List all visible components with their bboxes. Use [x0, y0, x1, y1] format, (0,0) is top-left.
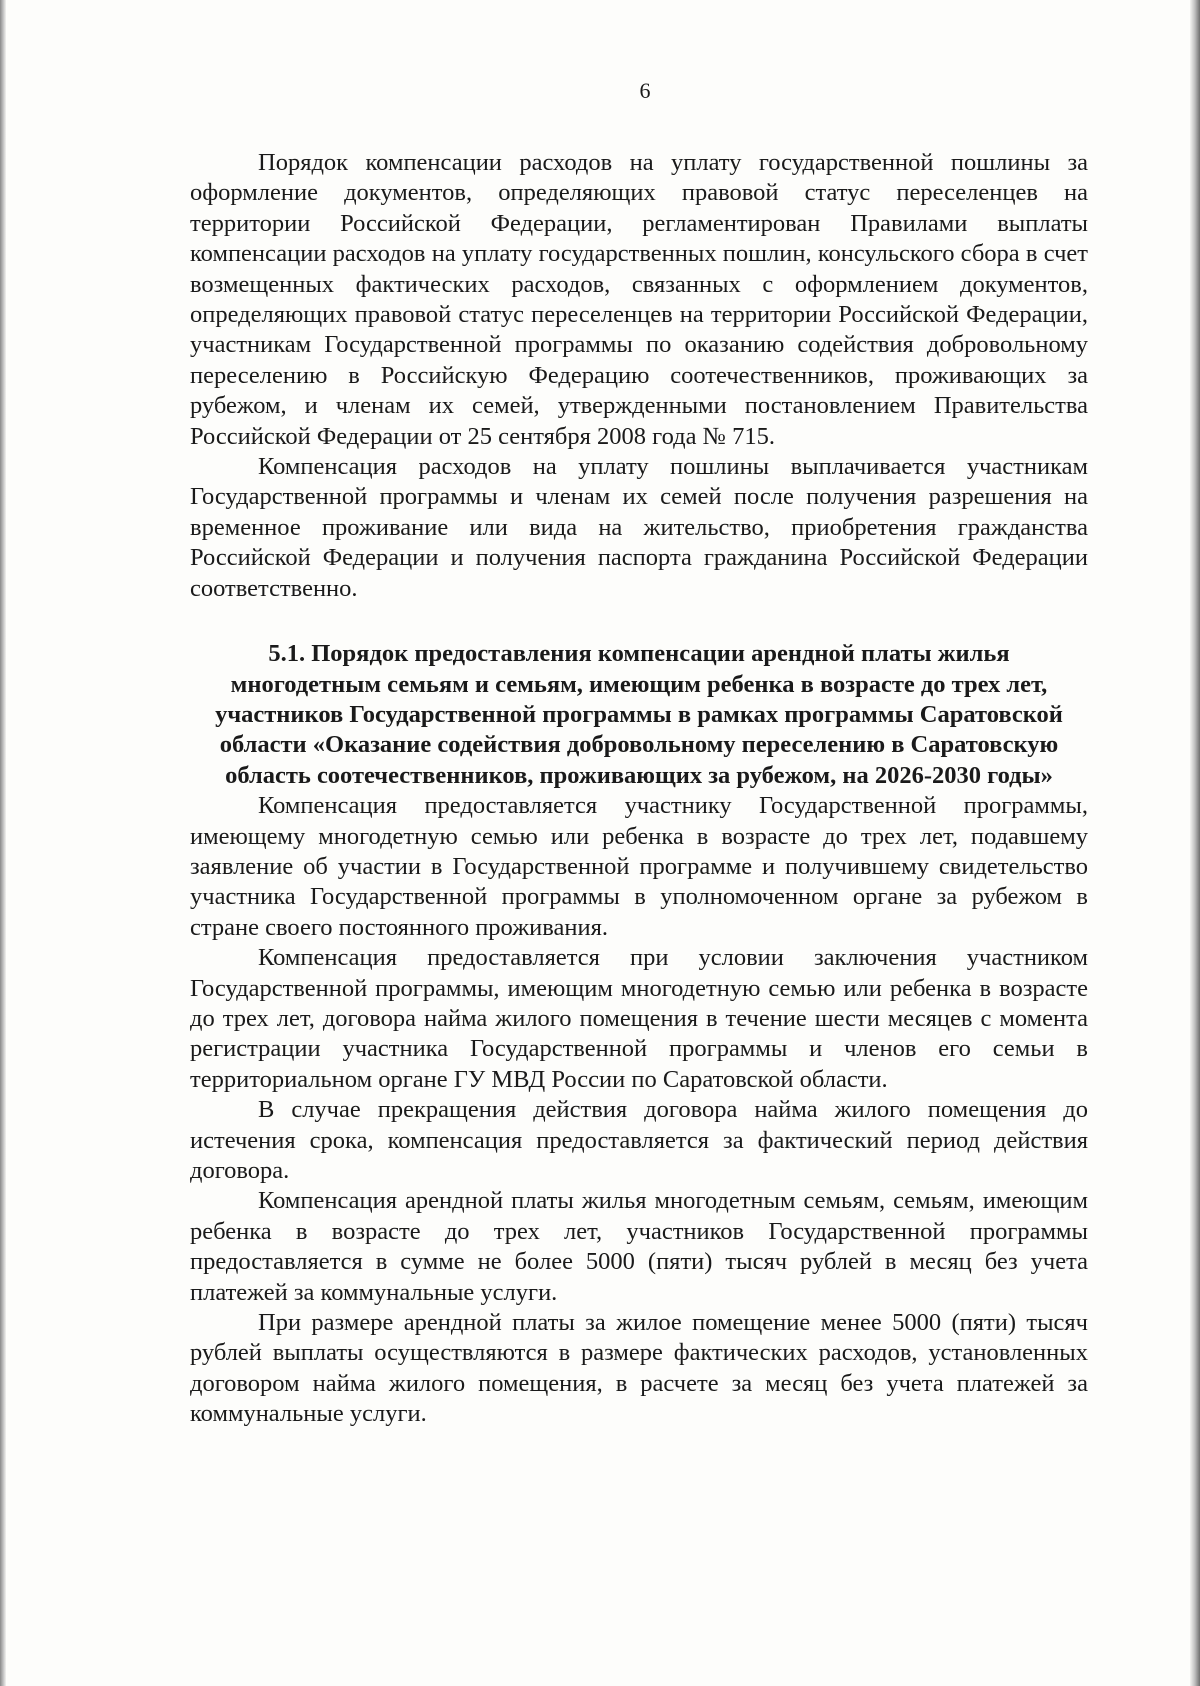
paragraph-rent-condition: Компенсация предоставляется при условии заключения участником Государственной программы, имеющим многодетную семью или ребенка в возрасте до трех лет, договора найма жилого помещения в течение шести месяцев с момента регистрации участника Государственной программы и членов его семьи в территориальном органе ГУ МВД России по Саратовской области.: [190, 944, 1088, 1093]
document-body: [190, 148, 1088, 1430]
paragraph-gov-fee-payment: Компенсация расходов на уплату пошлины выплачивается участникам Государственной программы и членам их семей после получения разрешения на временное проживание или вида на жительство, приобретения гражданства Российской Федерации и получения паспорта гражданина Российской Федерации соответственно.: [190, 453, 1088, 602]
paragraph-rent-termination: В случае прекращения действия договора найма жилого помещения до истечения срока, компенсация предоставляется за фактический период действия договора.: [190, 1096, 1088, 1184]
page-number: 6: [639, 78, 651, 103]
paragraph-gov-fee-procedure: Порядок компенсации расходов на уплату государственной пошлины за оформление документов, определяющих правовой статус переселенцев на территории Российской Федерации, регламентирован Правилами выплаты компенсации расходов на уплату государственных пошлин, консульского сбора в счет возмещенных фактических расходов, связанных с оформлением документов, определяющих правовой статус переселенцев на территории Российской Федерации, участникам Государственной программы по оказанию содействия добровольному переселению в Российскую Федерацию соотечественников, проживающих за рубежом, и членам их семей, утвержденными постановлением Правительства Российской Федерации от 25 сентября 2008 года № 715.: [190, 149, 1088, 450]
paragraph-rent-amount: Компенсация арендной платы жилья многодетным семьям, семьям, имеющим ребенка в возрасте до трех лет, участников Государственной программы предоставляется в сумме не более 5000 (пяти) тысяч рублей в месяц без учета платежей за коммунальные услуги.: [190, 1187, 1088, 1306]
paragraph-rent-eligibility: Компенсация предоставляется участнику Государственной программы, имеющему многодетную семью или ребенка в возрасте до трех лет, подавшему заявление об участии в Государственной программе и получившему свидетельство участника Государственной программы в уполномоченном органе за рубежом в стране своего постоянного проживания.: [190, 792, 1088, 941]
section-heading: 5.1. Порядок предоставления компенсации арендной платы жилья многодетным семьям и семьям, имеющим ребенка в возрасте до трех лет, участников Государственной программы в рамках программы Саратовской области «Оказание содействия добровольному переселению в Саратовскую область соотечественников, проживающих за рубежом, на 2026-2030 годы»: [215, 640, 1063, 789]
paragraph-rent-actual-costs: При размере арендной платы за жилое помещение менее 5000 (пяти) тысяч рублей выплаты осуществляются в размере фактических расходов, установленных договором найма жилого помещения, в расчете за месяц без учета платежей за коммунальные услуги.: [190, 1309, 1088, 1428]
scan-edge-right: [1190, 0, 1200, 1686]
scan-edge-left: [0, 0, 6, 1686]
